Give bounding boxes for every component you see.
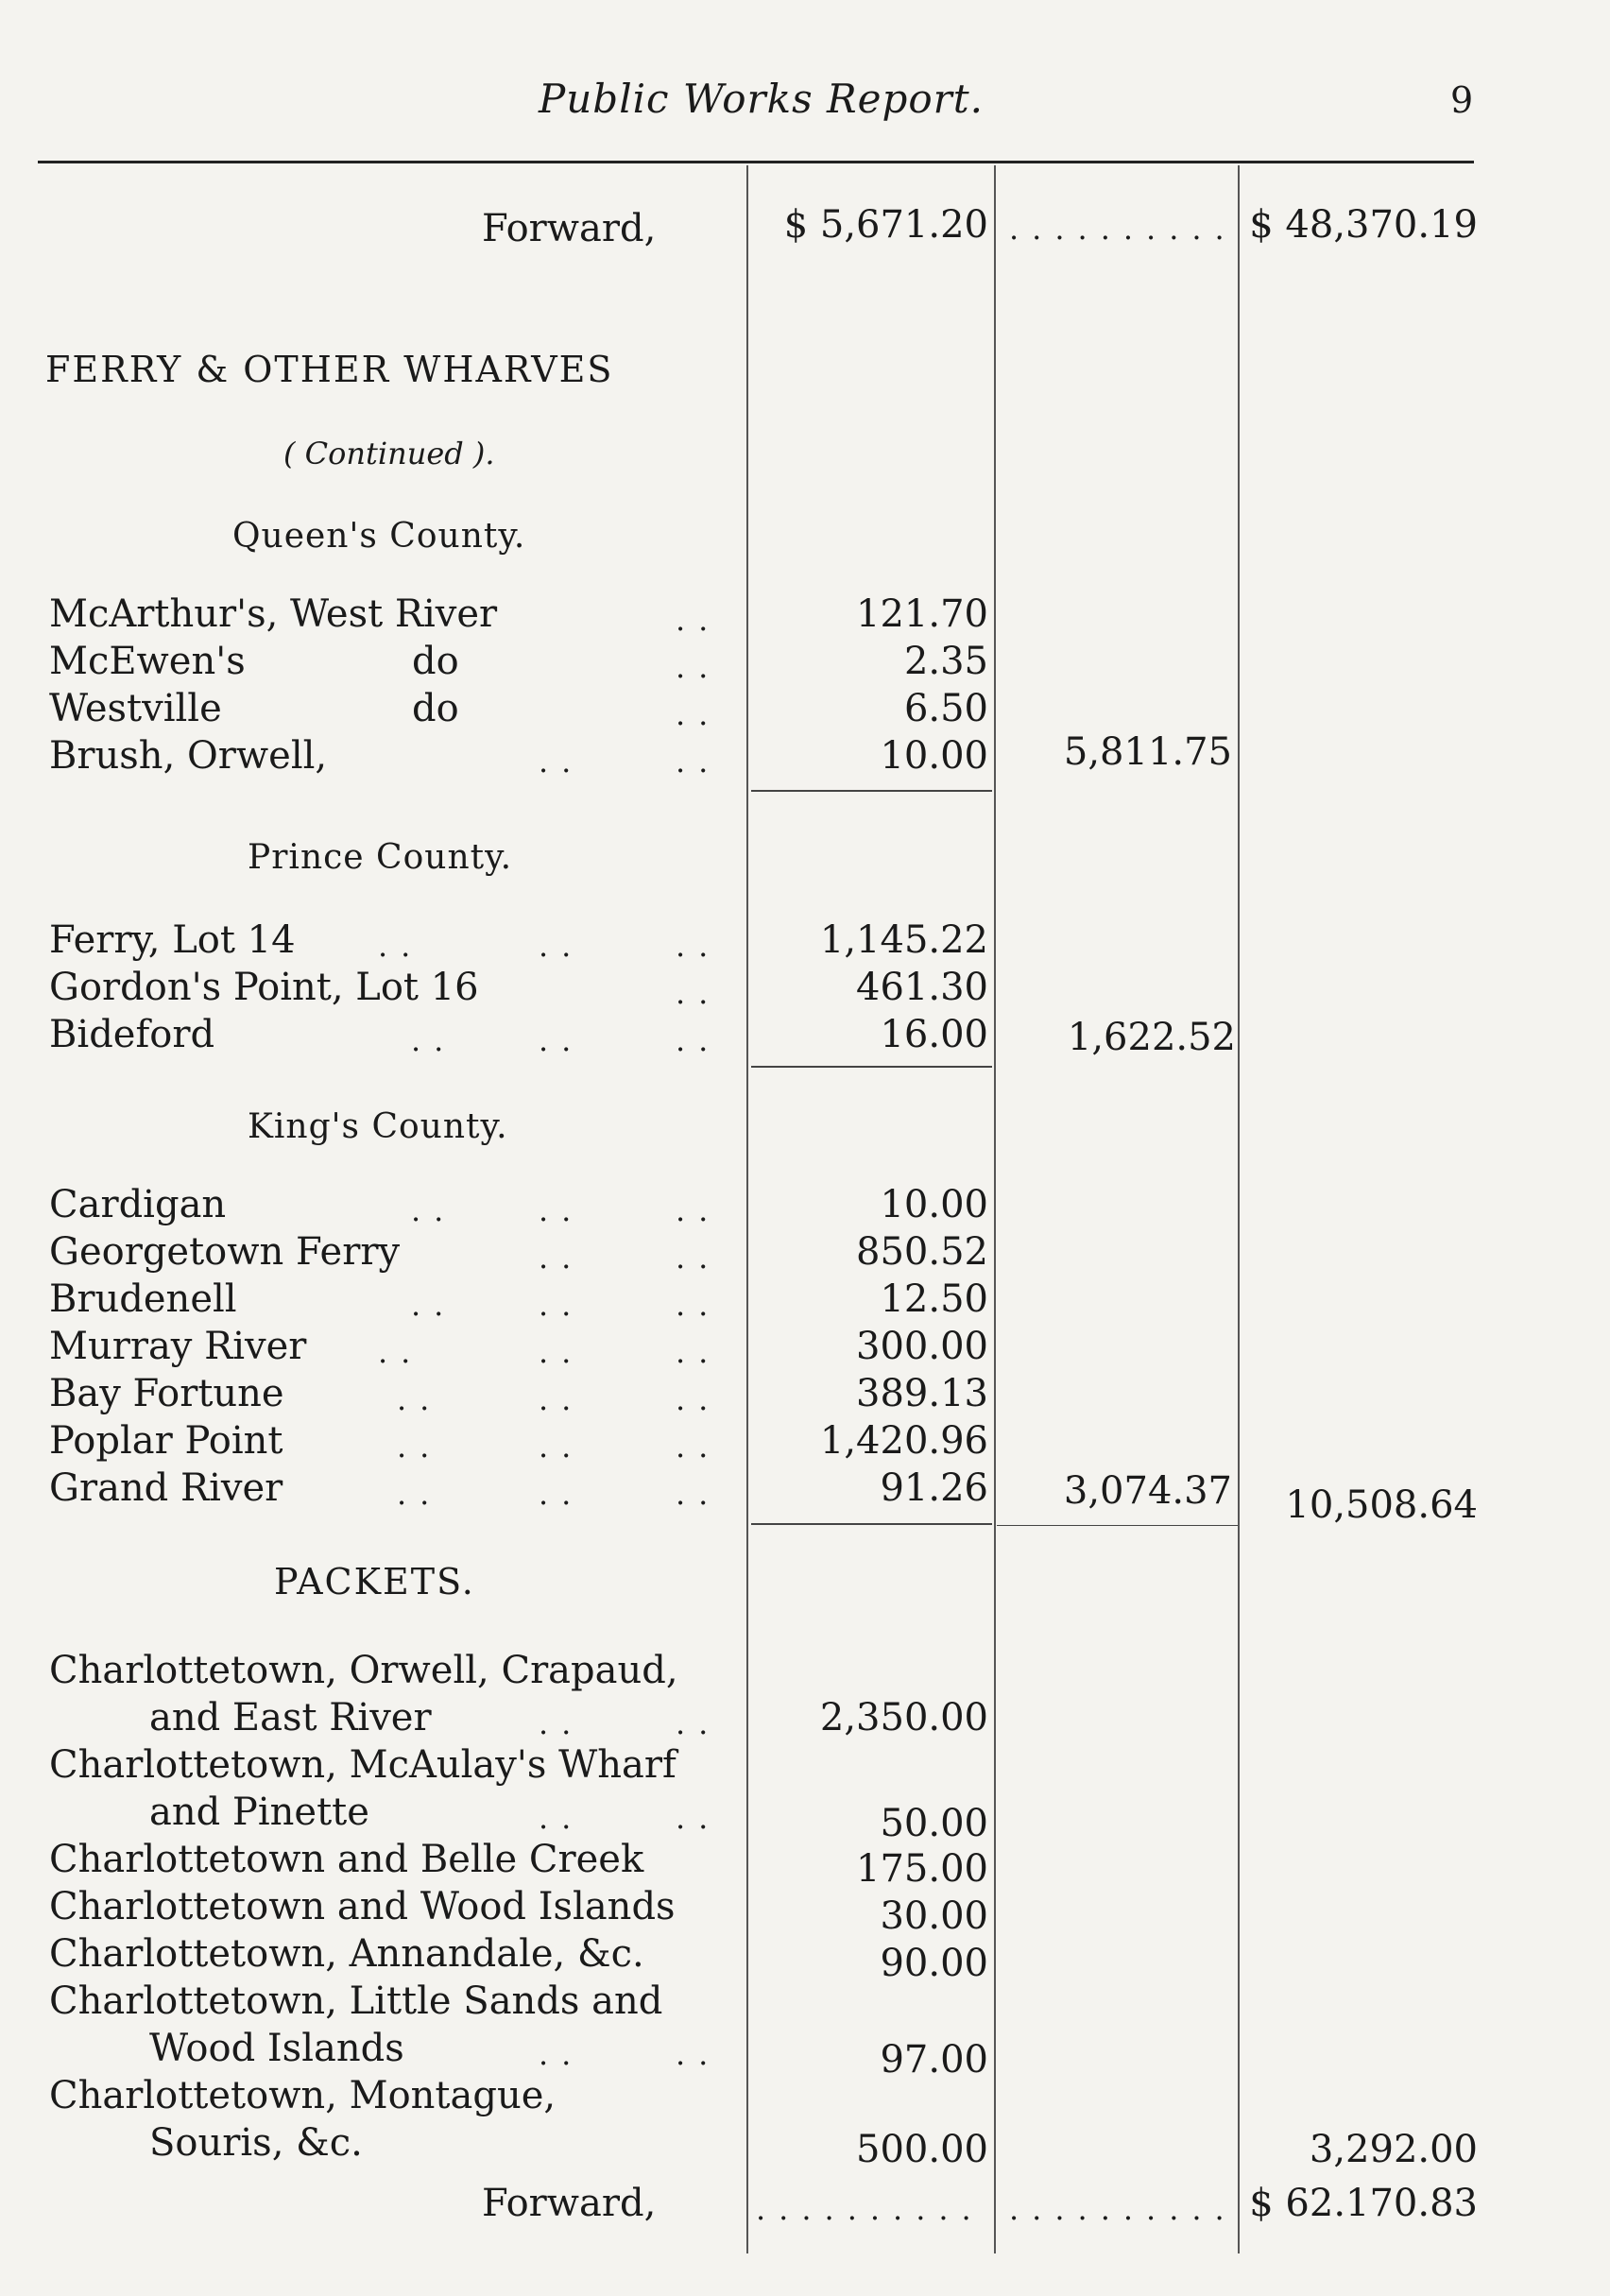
leader-dots: ..	[397, 1476, 443, 1512]
running-title: Public Works Report.	[539, 76, 984, 122]
table-row-amount: 500.00	[856, 2128, 988, 2171]
packet-route-line1: Charlottetown and Wood Islands	[49, 1885, 676, 1928]
subtotal-rule	[751, 1066, 992, 1068]
leader-dots: ..	[539, 1705, 585, 1741]
forward-top-col3: $ 48,370.19	[1249, 203, 1478, 247]
leader-dots: ..	[411, 1192, 457, 1228]
leader-dots: ..	[676, 1022, 722, 1058]
leader-dots: ..	[539, 1240, 585, 1276]
table-row-name: Brush, Orwell,	[49, 734, 328, 778]
subtotal-kings: 3,074.37	[1063, 1469, 1232, 1513]
table-row-amount: 2.35	[903, 640, 988, 683]
table-row-name: Westville	[49, 687, 222, 730]
table-row-amount: 6.50	[903, 687, 988, 730]
table-row-amount: 1,145.22	[819, 918, 988, 962]
leader-dots: ..	[411, 1022, 457, 1058]
county-title-kings: King's County.	[248, 1107, 508, 1146]
column-rule-1	[746, 165, 748, 2253]
leader-dots: ..	[539, 2036, 585, 2072]
table-row-amount: 30.00	[880, 1894, 988, 1938]
table-row-amount: 850.52	[856, 1230, 988, 1274]
leader-dots: ..	[539, 1476, 585, 1512]
leader-dots: ..	[676, 1334, 722, 1370]
table-row-amount: 10.00	[880, 734, 988, 778]
packet-route-line1: Charlottetown, Annandale, &c.	[49, 1932, 644, 1976]
subtotal-rule	[751, 790, 992, 792]
ditto-mark: do	[412, 687, 459, 730]
leader-dots: ..	[539, 1334, 585, 1370]
table-row-amount: 300.00	[856, 1325, 988, 1368]
leader-dots: ..	[676, 975, 722, 1011]
section-heading-packets: PACKETS.	[274, 1561, 475, 1602]
leader-dots: ..	[676, 649, 722, 685]
table-row-amount: 121.70	[856, 592, 988, 636]
leader-dots: ..	[676, 1800, 722, 1836]
leader-dots: ..	[397, 1381, 443, 1417]
table-row-amount: 10.00	[880, 1183, 988, 1226]
leader-dots: ..	[676, 1287, 722, 1323]
leader-dots: ..	[539, 1287, 585, 1323]
table-row-amount: 50.00	[880, 1802, 988, 1845]
leader-dots: ..	[676, 1705, 722, 1741]
subtotal-rule	[997, 1525, 1238, 1526]
packet-route-line2: and East River	[149, 1696, 432, 1739]
packet-route-line2: Wood Islands	[149, 2027, 404, 2070]
leader-dots: ..	[676, 1381, 722, 1417]
page-number: 9	[1450, 79, 1474, 121]
leader-dots: ..	[539, 1429, 585, 1465]
forward-label-bottom: Forward,	[482, 2182, 657, 2225]
county-title-prince: Prince County.	[248, 838, 513, 877]
forward-bottom-col3: $ 62.170.83	[1249, 2182, 1478, 2225]
leader-dots: ..	[539, 1381, 585, 1417]
leader-dots: ..	[397, 1429, 443, 1465]
ferry-section-total: 10,508.64	[1285, 1483, 1478, 1527]
packet-route-line1: Charlottetown, Montague,	[49, 2074, 557, 2117]
table-row-amount: 16.00	[880, 1013, 988, 1056]
leader-dots: ..	[539, 744, 585, 780]
forward-top-col1: $ 5,671.20	[783, 203, 988, 247]
table-row-amount: 1,420.96	[819, 1419, 988, 1463]
leader-dots: ..	[676, 1240, 722, 1276]
table-row-amount: 389.13	[856, 1372, 988, 1415]
leader-dots: ..	[676, 1429, 722, 1465]
table-row-name: Brudenell	[49, 1277, 237, 1321]
leader-dots: ..........	[1009, 2191, 1238, 2227]
table-row-name: Ferry, Lot 14	[49, 918, 296, 962]
packet-route-line2: Souris, &c.	[149, 2121, 363, 2165]
leader-dots: ..	[539, 1022, 585, 1058]
leader-dots: ..	[676, 2036, 722, 2072]
table-row-amount: 12.50	[880, 1277, 988, 1321]
column-rule-3	[1238, 165, 1240, 2253]
continued-note: ( Continued ).	[283, 436, 495, 471]
leader-dots: ..	[676, 1476, 722, 1512]
county-title-queens: Queen's County.	[232, 517, 526, 556]
table-row-name: Murray River	[49, 1325, 307, 1368]
table-row-amount: 90.00	[880, 1942, 988, 1985]
leader-dots: ..	[676, 602, 722, 638]
forward-label-top: Forward,	[482, 207, 657, 250]
leader-dots: ..	[539, 928, 585, 964]
table-row-amount: 2,350.00	[819, 1696, 988, 1739]
packet-route-line1: Charlottetown, Orwell, Crapaud,	[49, 1649, 678, 1692]
table-row-amount: 97.00	[880, 2038, 988, 2082]
table-row-name: Grand River	[49, 1466, 283, 1510]
packet-route-line1: Charlottetown and Belle Creek	[49, 1838, 644, 1881]
subtotal-prince: 1,622.52	[1067, 1016, 1236, 1059]
table-row-amount: 175.00	[856, 1847, 988, 1891]
leader-dots: ..	[676, 1192, 722, 1228]
section-heading-ferry: FERRY & OTHER WHARVES	[45, 349, 614, 390]
leader-dots: ..........	[756, 2191, 985, 2227]
subtotal-rule	[751, 1523, 992, 1525]
leader-dots: ..	[676, 744, 722, 780]
table-row-name: Cardigan	[49, 1183, 227, 1226]
leader-dots: ..	[539, 1192, 585, 1228]
leader-dots: ..	[378, 928, 424, 964]
packet-route-line1: Charlottetown, McAulay's Wharf	[49, 1743, 677, 1787]
packet-route-line1: Charlottetown, Little Sands and	[49, 1979, 663, 2023]
table-row-name: Bideford	[49, 1013, 215, 1056]
table-row-name: Georgetown Ferry	[49, 1230, 401, 1274]
table-row-name: Poplar Point	[49, 1419, 283, 1463]
leader-dots: ..	[378, 1334, 424, 1370]
table-row-name: Gordon's Point, Lot 16	[49, 966, 479, 1009]
leader-dots: ..........	[1009, 211, 1238, 247]
subtotal-queens: 5,811.75	[1063, 730, 1232, 774]
leader-dots: ..	[539, 1800, 585, 1836]
leader-dots: ..	[411, 1287, 457, 1323]
table-row-amount: 461.30	[856, 966, 988, 1009]
column-rule-2	[994, 165, 996, 2253]
table-row-amount: 91.26	[880, 1466, 988, 1510]
packet-route-line2: and Pinette	[149, 1791, 369, 1834]
ditto-mark: do	[412, 640, 459, 683]
table-row-name: Bay Fortune	[49, 1372, 284, 1415]
header-rule	[38, 161, 1474, 163]
table-row-name: McEwen's	[49, 640, 246, 683]
packets-total: 3,292.00	[1309, 2128, 1478, 2171]
leader-dots: ..	[676, 696, 722, 732]
table-row-name: McArthur's, West River	[49, 592, 498, 636]
leader-dots: ..	[676, 928, 722, 964]
